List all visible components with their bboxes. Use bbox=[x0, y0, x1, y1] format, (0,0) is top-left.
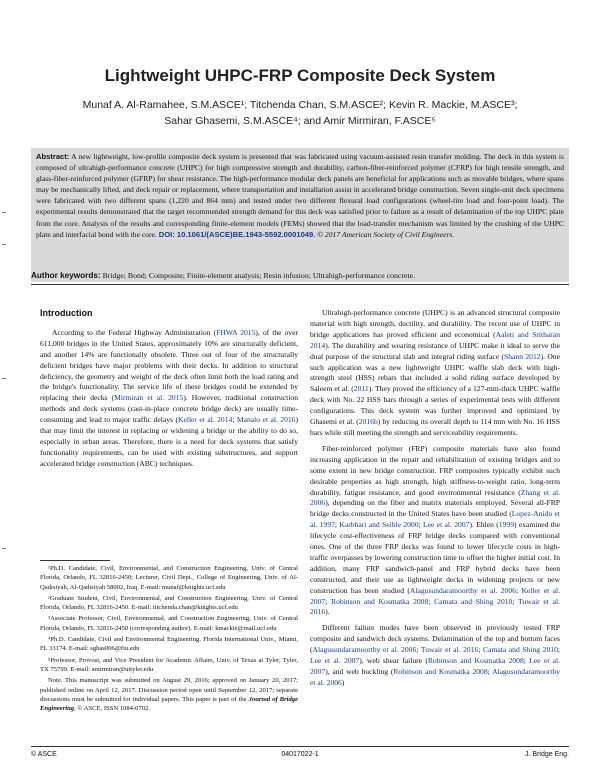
citation-link[interactable]: Aaleti and Sritharan 2014 bbox=[310, 329, 560, 350]
citation-link[interactable]: 2016b bbox=[358, 417, 378, 427]
keywords-text: Bridge; Bond; Composite; Finite-element analysis; Resin infusion; Ultrahigh-performance concrete. bbox=[102, 271, 416, 280]
keywords bbox=[31, 270, 569, 281]
citation-link[interactable]: Alagusundaramoorthy et al. 2006 bbox=[312, 645, 417, 655]
citation-link[interactable]: Lee et al. 2007 bbox=[310, 656, 360, 666]
footer-copyright: © ASCE bbox=[31, 751, 57, 758]
citation-link[interactable]: Lopez-Anido et al. 1997 bbox=[310, 509, 560, 530]
citation-link[interactable]: Keller et al. 2014 bbox=[177, 415, 233, 425]
footer-divider bbox=[31, 746, 569, 747]
margin-mark bbox=[2, 244, 6, 245]
submission-note: Note. This manuscript was submitted on August 29, 2016; approved on January 20, 2017; published online on April 12, 2017. Discussion period open until September 12, 2017; separate discussions must be submitted for individual papers. This paper is part of the Journal of Bridge Engineering, © ASCE, ISSN 1084-0702. bbox=[40, 677, 298, 713]
footnotes bbox=[40, 564, 298, 715]
citation-link[interactable]: Karbhari and Seible 2000 bbox=[339, 520, 419, 530]
citation-link[interactable]: Robinson and Kosmatka 2008 bbox=[393, 667, 488, 676]
footnote-4: ⁴Ph.D. Candidate, Civil and Environmental Engineering, Florida International Univ., Miami, FL 33174. E-mail: sghas006@fiu.edu bbox=[40, 636, 298, 653]
author-line-1: Munaf A. Al-Ramahee, S.M.ASCE¹; Titchenda Chan, S.M.ASCE²; Kevin R. Mackie, M.ASCE³; bbox=[82, 99, 518, 111]
abstract-text: A new lightweight, low-profile composite deck system is presented that was fabricated using vacuum-assisted resin transfer molding. The deck in this system is composed of ultrahigh-performance concrete (UHPC) for high compressive strength and durability, carbon-fiber-reinforced polymer (CFRP) for high tensile strength, and glass-fiber-reinforced polymer (GFRP) for shear resistance. The high-performance modular deck panels are beneficial for applications such as movable bridges, where spans may be mechanically lifted, and deck repair or replacement, where transportation and installation assist in accelerated bridge construction. Seven single-unit deck specimens were fabricated with two different spans (1,220 and 864 mm) and tested under two different flexural load configurations (wheel-tire load and four-point load). The experimental results demonstrated that the target recommended strength demand for this deck was satisfied prior to failure as a result of delamination of the top UHPC plate from the core. Analysis of the results and corresponding finite-element models (FEMs) showed that the load-transfer mechanism was limited by the crushing of the UHPC plate and interfacial bond with the core. bbox=[36, 152, 564, 239]
keywords-label: Author keywords: bbox=[31, 271, 101, 280]
journal-name: Journal of Bridge Engineering bbox=[40, 695, 298, 713]
journal-abbreviation: J. Bridge Eng. bbox=[525, 751, 569, 758]
citation-link[interactable]: Camata and Shing 2010 bbox=[483, 645, 558, 655]
author-list bbox=[40, 97, 560, 129]
citation-link[interactable]: Mirmiran et al. 2015 bbox=[114, 393, 184, 403]
citation-link[interactable]: Keller et al. 2007 bbox=[310, 585, 560, 606]
intro-paragraph-1: According to the Federal Highway Administration (FHWA 2015), of the over 611,000 bridges in the United States, approximately 10% are structurally deficient, and another 14% are functionally obsolete. Three out of four of the structurally deficient bridges have major problems with their decks. In addition to structural deficiency, the geometry and weight of the deck often limit both the load rating and the bridge's functionality. The service life of these bridges could be extended by replacing their decks (Mirmiran et al. 2015). However, traditional construction methods and deck systems (cast-in-place concrete bridge deck) are usually time-consuming and lead to major traffic delays (Keller et al. 2014; Manalo et al. 2016) that may limit the interest in replacing or widening a bridge or the ability to do so, especially in urban areas. Therefore, there is a need for deck systems that satisfy functionality requirements, can be used with existing substructures, and support accelerated bridge construction (ABC) techniques. bbox=[40, 327, 299, 468]
citation-link[interactable]: Manalo et al. 2016 bbox=[236, 415, 296, 425]
doi-link[interactable]: DOI: 10.1061/(ASCE)BE.1943-5592.0001049. bbox=[158, 229, 316, 239]
paper-title: Lightweight UHPC-FRP Composite Deck System bbox=[104, 66, 496, 85]
footnote-1: ¹Ph.D. Candidate, Civil, Environmental, and Construction Engineering, Univ. of Central Florida, Orlando, FL 32816-2450; Lecturer, Civil Dept., College of Engineering, Univ. of Al-Qadisiyah, Al-Qadisiyah 58002, Iraq. E-mail: munaf@knights.ucf.edu bbox=[40, 565, 298, 591]
citation-link[interactable]: Tuwair et al. 2016 bbox=[310, 596, 561, 617]
abstract-label: Abstract: bbox=[36, 152, 70, 161]
margin-mark bbox=[2, 212, 6, 213]
section-heading-introduction: Introduction bbox=[40, 308, 93, 318]
footnote-divider bbox=[40, 560, 110, 561]
footnote-3: ³Associate Professor, Civil, Environmental, and Construction Engineering, Univ. of Central Florida, Orlando, FL 32816-2450 (corresponding author). E-mail: kmackie@mail.ucf.edu bbox=[40, 615, 298, 632]
citation-link[interactable]: Alagusundaramoorthy et al. 2006 bbox=[310, 667, 560, 687]
right-paragraph-2: Fiber-reinforced polymer (FRP) composite materials have also found increasing application in the repair and rehabilitation of existing bridges and to some extent in new bridge construction. FRP composites typically exhibit such desirable properties as high strength, high stiffness-to-weight ratio, long-term durability, fatigue resistance, and good environmental resistance (Zhang et al. 2006), depending on the fiber and matrix materials employed. Several all-FRP bridge decks constructed in the United States have been studied (Lopez-Anido et al. 1997; Karbhari and Seible 2000; Lee et al. 2007). Ehlen (1999) examined the lifecycle cost-effectiveness of FRP bridge decks compared with conventional ones. One of the three FRP decks was found to lower lifecycle costs in high-traffic overpasses by lowering construction time to offset the higher initial cost. In addition, many FRP sandwich-panel and FRP hybrid decks have been constructed, and their use as lightweight decks in widening projects or new construction has been studied (Alagusundaramoorthy et al. 2006; Keller et al. 2007; Robinson and Kosmatka 2008; Camata and Shing 2010; Tuwair et al. 2016). bbox=[310, 443, 561, 617]
citation-link[interactable]: 2011 bbox=[353, 384, 369, 394]
citation-link[interactable]: Tuwair et al. 2016 bbox=[420, 645, 479, 655]
margin-mark bbox=[2, 378, 6, 379]
right-paragraph-3: Different failure modes have been observed in previously tested FRP composite and sandwich deck systems. Delamination of the top and bottom faces (Alagusundaramoorthy et al. 2006; Tuwair et al. 2016; Camata and Shing 2010; Lee et al. 2007), web shear failure (Robinson and Kosmatka 2008; Lee et al. 2007), and web buckling (Robinson and Kosmatka 2008; Alagusundaramoorthy et al. 2006) bbox=[310, 623, 560, 687]
author-line-2: Sahar Ghasemi, S.M.ASCE⁴; and Amir Mirmiran, F.ASCE⁵ bbox=[164, 115, 436, 127]
left-column bbox=[40, 308, 298, 470]
keywords-divider bbox=[31, 284, 569, 285]
citation-link[interactable]: FHWA 2015 bbox=[216, 327, 256, 337]
copyright-notice: © 2017 American Society of Civil Engineers. bbox=[317, 229, 455, 239]
footnote-5: ⁵Professor, Provost, and Vice President for Academic Affairs, Univ. of Texas at Tyler, Tyler, TX 75799. E-mail: amirmiran@uttyler.edu bbox=[40, 656, 298, 673]
right-column bbox=[310, 308, 560, 689]
citation-link[interactable]: Shann 2012 bbox=[504, 351, 541, 361]
page-number: 04017022-1 bbox=[281, 751, 319, 758]
abstract bbox=[36, 151, 564, 240]
footnote-2: ²Graduate Student, Civil, Environmental, and Construction Engineering, Univ. of Central Florida, Orlando, FL 32816-2450. E-mail: titchenda.chan@knights.ucf.edu bbox=[40, 594, 298, 612]
citation-link[interactable]: Lee et al. 2007 bbox=[422, 520, 470, 530]
citation-link[interactable]: Robinson and Kosmatka 2008 bbox=[331, 596, 429, 606]
citation-link[interactable]: Alagusundaramoorthy et al. 2006 bbox=[409, 585, 516, 595]
margin-mark bbox=[2, 548, 6, 549]
citation-link[interactable]: Robinson and Kosmatka 2008 bbox=[427, 656, 524, 666]
citation-link[interactable]: Camata and Shing 2010 bbox=[434, 596, 513, 606]
citation-link[interactable]: 1999 bbox=[498, 520, 514, 530]
citation-link[interactable]: Lee et al. 2007 bbox=[310, 656, 560, 676]
right-paragraph-1: Ultrahigh-performance concrete (UHPC) is an advanced structural composite material with high strength, ductility, and durability. The recent use of UHPC in bridge applications has proved efficient and economical (Aaleti and Sritharan 2014). The durability and wearing resistance of UHPC make it ideal to serve the dual purpose of the structural slab and integral riding surface (Shann 2012). One such application was a new lightweight UHPC waffle slab deck with high-strength steel (HSS) rebars that included a solid riding surface developed by Saleem et al. (2011). They proved the efficiency of a 127-mm-thick UHPC waffle deck with No. 22 HSS bars through a series of experimental tests with different configurations. This deck system was further improved and optimized by Ghasemi et al. (2016b) by reducing its overall depth to 114 mm with No. 16 HSS bars while still meeting the strength and serviceability requirements. bbox=[310, 308, 561, 437]
citation-link[interactable]: Zhang et al. 2006 bbox=[310, 487, 560, 508]
